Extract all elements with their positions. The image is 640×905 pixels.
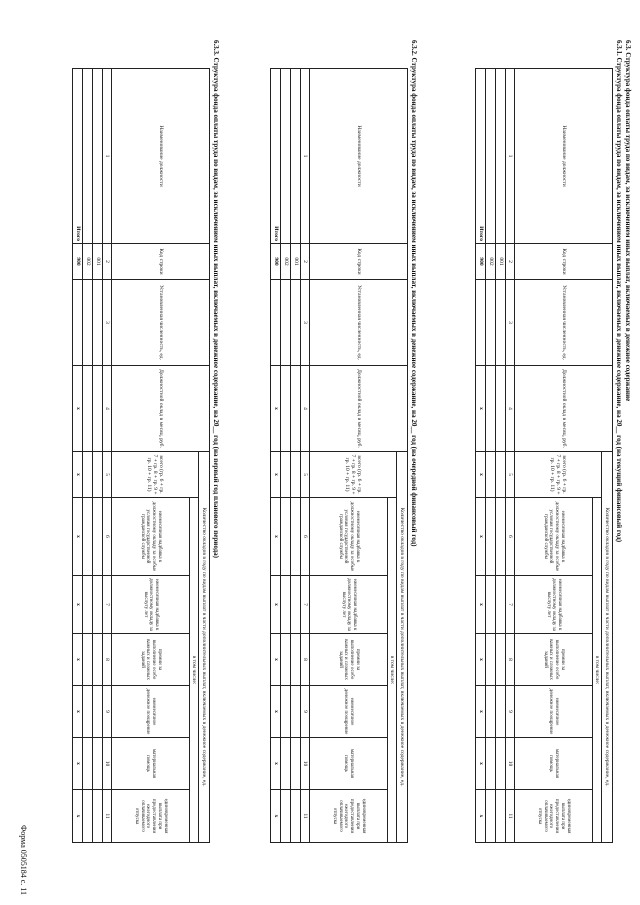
total-mark: x [271,366,281,452]
col-number: 2 [506,244,515,280]
data-cell[interactable] [281,452,291,498]
total-mark: x [271,576,281,634]
data-cell[interactable] [93,498,103,576]
col-number: 8 [506,634,515,686]
col-number: 7 [506,576,515,634]
header-incl: в том числе: [388,498,397,843]
data-cell[interactable] [496,576,506,634]
col-number: 2 [103,244,112,280]
col-number: 1 [301,69,310,244]
position-name-cell[interactable] [496,69,506,244]
section-6-3-title: 6.3. Структура фонда оплаты труда по видам, за исключением иных выплат, включаемых в денежное содержание [624,40,632,402]
data-cell[interactable] [281,576,291,634]
data-cell[interactable] [83,686,93,738]
header-code: Код строки [310,244,408,280]
header-staff: Установленная численность, ед. [112,280,210,366]
data-cell[interactable] [281,686,291,738]
data-cell[interactable] [291,790,301,843]
total-mark: x [271,634,281,686]
header-name: Наименование должности [112,69,210,244]
col-number: 10 [506,738,515,790]
data-cell[interactable] [496,686,506,738]
header-c10: материальная помощь [515,738,593,790]
total-mark: x [73,498,83,576]
header-c9: ежемесячное денежное поощрение [515,686,593,738]
table-row [496,69,506,843]
total-mark[interactable] [476,280,486,366]
section-heading-2: 6.3.2. Структура фонда оплаты труда по видам, за исключением иных выплат, включаемых в денежное содержание, на 20__ год (на очередной финансовый год) [410,40,418,547]
total-label: Итого [271,69,281,244]
col-number: 11 [103,790,112,843]
section-heading-3: 6.3.3. Структура фонда оплаты труда по видам, за исключением иных выплат, включаемых в денежное содержание, на 20__ год (на первый год планового периода) [212,40,220,558]
header-c11: единовременная выплата при предоставлении ежегодного оплачиваемого отпуска [515,790,593,843]
total-mark: x [476,452,486,498]
data-cell[interactable] [281,790,291,843]
position-name-cell[interactable] [281,69,291,244]
data-cell[interactable] [83,634,93,686]
data-cell[interactable] [83,452,93,498]
position-name-cell[interactable] [486,69,496,244]
form-code: Форма 0505184 с. 11 [19,824,28,895]
total-code: 900 [271,244,281,280]
data-cell[interactable] [496,280,506,366]
header-staff: Установленная численность, ед. [515,280,613,366]
position-name-cell[interactable] [93,69,103,244]
col-number: 5 [103,452,112,498]
position-name-cell[interactable] [291,69,301,244]
col-number: 9 [103,686,112,738]
header-salary: Должностной оклад в месяц, руб. [310,366,408,452]
total-label: Итого [73,69,83,244]
header-group: Количество окладов в году по видам выплат в части дополнительных выплат, включаемых в денежное содержание, ед. [199,452,210,843]
total-label: Итого [476,69,486,244]
col-number: 9 [506,686,515,738]
data-cell[interactable] [83,366,93,452]
data-cell[interactable] [496,738,506,790]
data-cell[interactable] [83,738,93,790]
data-cell[interactable] [93,790,103,843]
data-cell[interactable] [486,790,496,843]
total-mark[interactable] [73,280,83,366]
data-cell[interactable] [93,576,103,634]
data-cell[interactable] [93,686,103,738]
col-number: 1 [506,69,515,244]
total-mark: x [73,790,83,843]
data-cell[interactable] [291,498,301,576]
header-incl: в том числе: [593,498,602,843]
table-row [281,69,291,843]
row-code: 001 [93,244,103,280]
data-cell[interactable] [93,366,103,452]
total-mark: x [476,498,486,576]
data-cell[interactable] [486,686,496,738]
section-heading-1: 6.3.1. Структура фонда оплаты труда по видам, за исключением иных выплат, включаемых в денежное содержание, на 20__ год (на текущий финансовый год) [615,40,623,543]
data-cell[interactable] [486,498,496,576]
col-number: 1 [103,69,112,244]
table-row [93,69,103,843]
header-group: Количество окладов в году по видам выплат в части дополнительных выплат, включаемых в денежное содержание, ед. [602,452,613,843]
header-code: Код строки [112,244,210,280]
col-number: 8 [301,634,310,686]
total-row [476,69,486,843]
data-cell[interactable] [496,366,506,452]
header-salary: Должностной оклад в месяц, руб. [515,366,613,452]
col-number: 4 [506,366,515,452]
data-cell[interactable] [83,790,93,843]
header-total: всего (гр. 6 + гр. 7 + гр. 8 + гр. 9 + гр. 10 + гр. 11) [112,452,199,498]
header-c8: премии за выполнение особо важных и сложных заданий [515,634,593,686]
row-code: 001 [291,244,301,280]
header-c9: ежемесячное денежное поощрение [112,686,190,738]
total-mark: x [476,686,486,738]
data-cell[interactable] [83,498,93,576]
header-name: Наименование должности [515,69,613,244]
header-code: Код строки [515,244,613,280]
col-number: 10 [103,738,112,790]
data-cell[interactable] [496,790,506,843]
data-cell[interactable] [281,498,291,576]
row-code: 002 [486,244,496,280]
total-code: 900 [73,244,83,280]
data-cell[interactable] [496,498,506,576]
total-mark[interactable] [271,280,281,366]
data-cell[interactable] [486,366,496,452]
data-cell[interactable] [291,452,301,498]
data-cell[interactable] [486,576,496,634]
data-cell[interactable] [83,280,93,366]
header-c6: ежемесячная надбавка к должностному окладу за особые условия государственной гражданской службы [515,498,593,576]
total-mark: x [73,366,83,452]
total-mark: x [271,790,281,843]
total-mark: x [271,498,281,576]
header-c7: ежемесячная надбавка к должностному окладу за выслугу лет [515,576,593,634]
header-group: Количество окладов в году по видам выплат в части дополнительных выплат, включаемых в денежное содержание, ед. [397,452,408,843]
header-staff: Установленная численность, ед. [310,280,408,366]
col-number: 4 [103,366,112,452]
fot-table-current-year [475,68,613,843]
header-c10: материальная помощь [310,738,388,790]
header-c7: ежемесячная надбавка к должностному окладу за выслугу лет [310,576,388,634]
total-mark: x [73,686,83,738]
total-mark: x [476,790,486,843]
data-cell[interactable] [93,738,103,790]
header-incl: в том числе: [190,498,199,843]
data-cell[interactable] [486,452,496,498]
data-cell[interactable] [291,366,301,452]
data-cell[interactable] [291,576,301,634]
position-name-cell[interactable] [83,69,93,244]
data-cell[interactable] [83,576,93,634]
col-number: 6 [506,498,515,576]
data-cell[interactable] [486,280,496,366]
data-cell[interactable] [93,634,103,686]
col-number: 11 [506,790,515,843]
data-cell[interactable] [93,452,103,498]
data-cell[interactable] [486,634,496,686]
total-mark: x [73,576,83,634]
col-number: 3 [506,280,515,366]
total-row [73,69,83,843]
col-number: 6 [301,498,310,576]
header-total: всего (гр. 6 + гр. 7 + гр. 8 + гр. 9 + гр. 10 + гр. 11) [310,452,397,498]
total-mark: x [73,738,83,790]
total-mark: x [73,634,83,686]
total-mark: x [476,576,486,634]
col-number: 3 [301,280,310,366]
fot-table-plan-year [72,68,210,843]
col-number: 2 [301,244,310,280]
header-c8: премии за выполнение особо важных и сложных заданий [310,634,388,686]
total-mark: x [476,634,486,686]
total-code: 900 [476,244,486,280]
data-cell[interactable] [281,366,291,452]
col-number: 9 [301,686,310,738]
row-code: 002 [281,244,291,280]
data-cell[interactable] [291,634,301,686]
total-mark: x [271,452,281,498]
total-row [271,69,281,843]
header-name: Наименование должности [310,69,408,244]
col-number: 7 [301,576,310,634]
header-c9: ежемесячное денежное поощрение [310,686,388,738]
data-cell[interactable] [496,634,506,686]
col-number: 5 [301,452,310,498]
header-c11: единовременная выплата при предоставлении ежегодного оплачиваемого отпуска [112,790,190,843]
total-mark: x [271,738,281,790]
table-row [486,69,496,843]
header-c7: ежемесячная надбавка к должностному окладу за выслугу лет [112,576,190,634]
row-code: 001 [496,244,506,280]
fot-table-next-year [270,68,408,843]
row-code: 002 [83,244,93,280]
header-c6: ежемесячная надбавка к должностному окладу за особые условия государственной гражданской службы [112,498,190,576]
data-cell[interactable] [291,280,301,366]
data-cell[interactable] [291,738,301,790]
header-salary: Должностной оклад в месяц, руб. [112,366,210,452]
col-number: 4 [301,366,310,452]
header-c6: ежемесячная надбавка к должностному окладу за особые условия государственной гражданской службы [310,498,388,576]
header-c8: премии за выполнение особо важных и сложных заданий [112,634,190,686]
data-cell[interactable] [281,634,291,686]
data-cell[interactable] [281,738,291,790]
table-row [291,69,301,843]
col-number: 7 [103,576,112,634]
data-cell[interactable] [496,452,506,498]
total-mark: x [476,738,486,790]
data-cell[interactable] [281,280,291,366]
col-number: 6 [103,498,112,576]
col-number: 11 [301,790,310,843]
col-number: 10 [301,738,310,790]
header-c10: материальная помощь [112,738,190,790]
data-cell[interactable] [93,280,103,366]
total-mark: x [271,686,281,738]
header-c11: единовременная выплата при предоставлении ежегодного оплачиваемого отпуска [310,790,388,843]
header-total: всего (гр. 6 + гр. 7 + гр. 8 + гр. 9 + гр. 10 + гр. 11) [515,452,602,498]
data-cell[interactable] [486,738,496,790]
table-row [83,69,93,843]
col-number: 8 [103,634,112,686]
col-number: 3 [103,280,112,366]
total-mark: x [476,366,486,452]
total-mark: x [73,452,83,498]
data-cell[interactable] [291,686,301,738]
col-number: 5 [506,452,515,498]
